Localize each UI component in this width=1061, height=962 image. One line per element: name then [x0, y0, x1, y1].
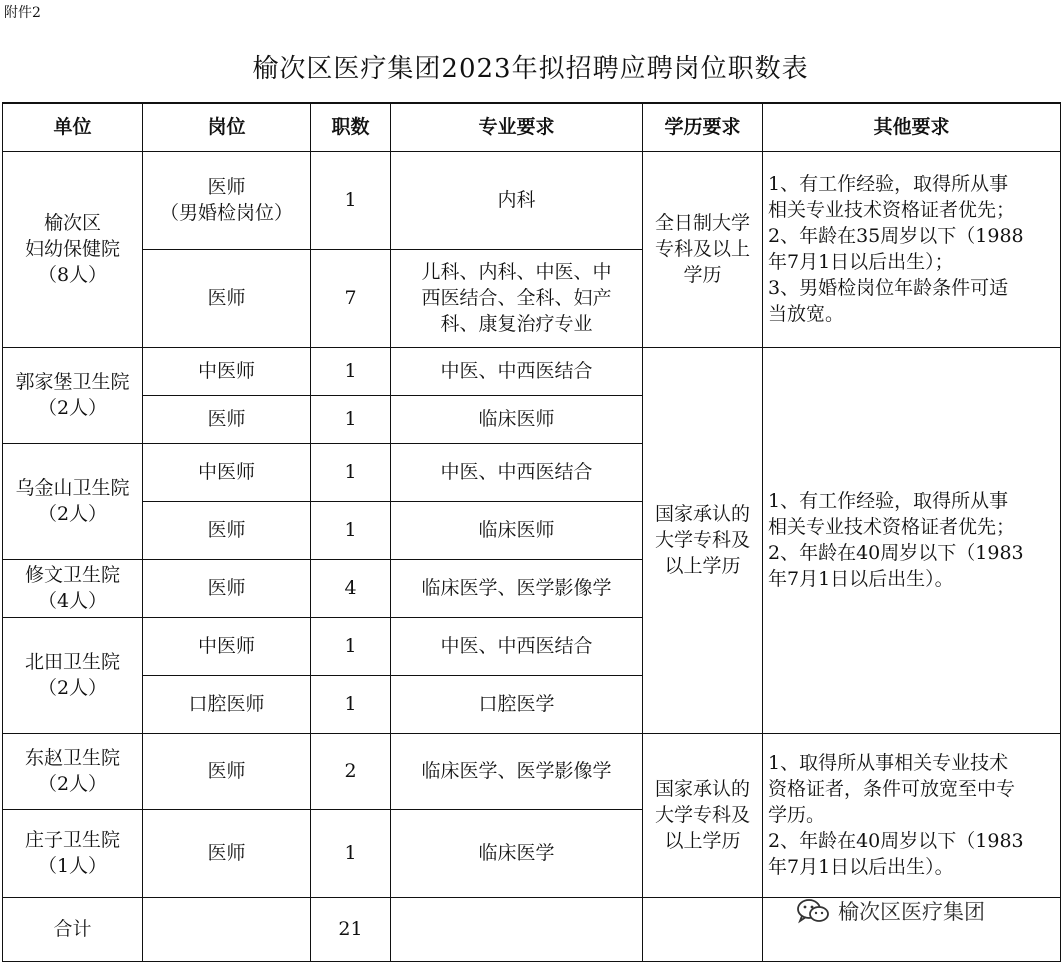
major-cell: 临床医学、医学影像学: [391, 733, 643, 809]
table-header-row: [3, 103, 1061, 151]
count-cell: 4: [311, 559, 391, 617]
unit-cell: 乌金山卫生院 （2人）: [3, 443, 143, 559]
count-cell: 1: [311, 395, 391, 443]
other-requirements-cell: 1、有工作经验，取得所从事 相关专业技术资格证者优先； 2、年龄在35周岁以下（1988 年7月1日以后出生）； 3、男婚检岗位年龄条件可适 当放宽。: [763, 151, 1061, 347]
count-cell: 1: [311, 675, 391, 733]
position-cell: 医师: [143, 249, 311, 347]
count-cell: 1: [311, 347, 391, 395]
unit-cell: 庄子卫生院 （1人）: [3, 809, 143, 897]
major-cell: 临床医师: [391, 395, 643, 443]
empty-cell: [643, 897, 763, 961]
other-requirements-cell: 1、有工作经验，取得所从事 相关专业技术资格证者优先； 2、年龄在40周岁以下（1983 年7月1日以后出生）。: [763, 347, 1061, 733]
total-count: 21: [311, 897, 391, 961]
major-cell: 中医、中西医结合: [391, 617, 643, 675]
position-cell: 医师: [143, 733, 311, 809]
header-other: 其他要求: [763, 103, 1061, 151]
attachment-label: 附件2: [4, 5, 41, 21]
position-cell: 医师: [143, 559, 311, 617]
unit-cell: 榆次区 妇幼保健院 （8人）: [3, 151, 143, 347]
wechat-watermark: [796, 895, 985, 927]
major-cell: 儿科、内科、中医、中 西医结合、全科、妇产 科、康复治疗专业: [391, 249, 643, 347]
total-label: 合计: [3, 897, 143, 961]
count-cell: 2: [311, 733, 391, 809]
table-row: [3, 151, 1061, 249]
education-cell: 国家承认的 大学专科及 以上学历: [643, 347, 763, 733]
major-cell: 口腔医学: [391, 675, 643, 733]
empty-cell: [143, 897, 311, 961]
major-cell: 中医、中西医结合: [391, 443, 643, 501]
watermark-text: 榆次区医疗集团: [838, 900, 985, 924]
major-cell: 内科: [391, 151, 643, 249]
header-major: 专业要求: [391, 103, 643, 151]
major-cell: 中医、中西医结合: [391, 347, 643, 395]
position-cell: 中医师: [143, 617, 311, 675]
count-cell: 1: [311, 809, 391, 897]
header-count: 职数: [311, 103, 391, 151]
major-cell: 临床医学、医学影像学: [391, 559, 643, 617]
count-cell: 1: [311, 443, 391, 501]
page-title: 榆次区医疗集团2023年拟招聘应聘岗位职数表: [252, 54, 809, 84]
unit-cell: 东赵卫生院 （2人）: [3, 733, 143, 809]
position-cell: 口腔医师: [143, 675, 311, 733]
position-cell: 中医师: [143, 443, 311, 501]
header-education: 学历要求: [643, 103, 763, 151]
unit-cell: 北田卫生院 （2人）: [3, 617, 143, 733]
recruitment-table: [2, 102, 1061, 962]
empty-cell: [391, 897, 643, 961]
major-cell: 临床医师: [391, 501, 643, 559]
major-cell: 临床医学: [391, 809, 643, 897]
count-cell: 7: [311, 249, 391, 347]
count-cell: 1: [311, 617, 391, 675]
position-cell: 医师: [143, 395, 311, 443]
education-cell: 国家承认的 大学专科及 以上学历: [643, 733, 763, 897]
position-cell: 医师 （男婚检岗位）: [143, 151, 311, 249]
position-cell: 医师: [143, 809, 311, 897]
header-unit: 单位: [3, 103, 143, 151]
position-cell: 医师: [143, 501, 311, 559]
count-cell: 1: [311, 151, 391, 249]
other-requirements-cell: 1、取得所从事相关专业技术 资格证者，条件可放宽至中专 学历。 2、年龄在40周岁以下（1983 年7月1日以后出生）。: [763, 733, 1061, 897]
education-cell: 全日制大学 专科及以上 学历: [643, 151, 763, 347]
unit-cell: 修文卫生院 （4人）: [3, 559, 143, 617]
count-cell: 1: [311, 501, 391, 559]
unit-cell: 郭家堡卫生院 （2人）: [3, 347, 143, 443]
wechat-icon: [796, 898, 830, 924]
position-cell: 中医师: [143, 347, 311, 395]
header-position: 岗位: [143, 103, 311, 151]
table-row: [3, 733, 1061, 809]
table-row: [3, 347, 1061, 395]
